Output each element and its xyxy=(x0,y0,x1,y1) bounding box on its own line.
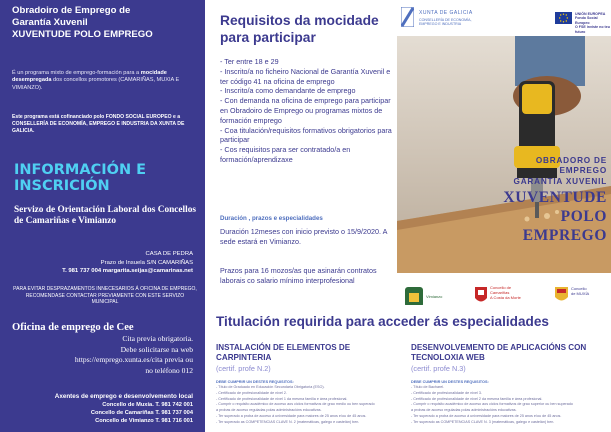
eu-logo-text xyxy=(575,12,611,34)
requirement-item: - Cos requisitos para ser contratado/a en formación/aprendizaxe xyxy=(220,145,351,164)
info-heading xyxy=(14,162,200,194)
specialty-req-item: - Certificado de profesionalidade de nivel 2. xyxy=(216,390,287,395)
requirements-column xyxy=(205,0,397,305)
requirements-title-line-2: para participar xyxy=(220,30,316,45)
vimianzo-logo-icon xyxy=(405,287,423,305)
specialty-req-item: - Certificado de profesionalidade de nivel 1 da mesma familia e área profesional. xyxy=(216,396,348,401)
muxia-line-1: Concello xyxy=(571,286,587,291)
program-intro xyxy=(12,70,198,92)
deadline-text: Prazos para 16 mozos/as que asinarán contratos laborais co salario mínimo interprofesional xyxy=(220,266,377,285)
specialty-req-item: - Título de Graduado en Educación Secundaria Obrigatoria (ESO). xyxy=(216,385,325,389)
requirement-item: - Coa titulación/requisitos formativos obrigatorios para participar xyxy=(220,125,392,145)
camarinas-logo-icon xyxy=(475,287,487,305)
xunta-logo xyxy=(419,10,519,27)
cover-subtitle-line-3: GARANTIA XUVENIL xyxy=(513,176,607,186)
local-agents-heading: Axentes de emprego e desenvolvemento local xyxy=(54,393,193,400)
specialty-cert: (certif. profe N.2) xyxy=(216,364,271,373)
requirement-item: - Inscrito/a no ficheiro Nacional de Garantía Xuvenil e ter código 41 na oficina de emprego xyxy=(220,66,391,86)
vimianzo-logo-label: Vimianzo xyxy=(426,294,443,299)
cee-line-2: Debe solicitarse na web xyxy=(120,344,193,354)
cover-main-line-2: POLO xyxy=(560,207,607,225)
funding-text-a: Este programa está cofinanciado polo xyxy=(12,114,106,120)
specialty-req-item: - Ter superado as COMPETENCIAS CLAVE N. 3 (matemáticas, galego e castelán) ben. xyxy=(411,419,555,424)
cee-office-info xyxy=(3,334,193,376)
intro-text-a: É un programa mixto de emprego-formación para a xyxy=(12,70,141,76)
cee-line-4: no teléfono 012 xyxy=(145,365,193,375)
specialty-req-list xyxy=(216,385,404,426)
intro-text-b: dos concellos promotores (CAMARIÑAS, MUXIA E VIMIANZO). xyxy=(12,77,180,91)
camarinas-line-3: A Costa da Morte xyxy=(490,294,521,300)
specialty-cert: (certif. profe N.3) xyxy=(411,364,466,373)
specialty-carpentry xyxy=(216,343,404,426)
address-line-1: CASA DE PEDRA xyxy=(145,251,193,257)
cover-main-line-1: XUVENTUDE xyxy=(503,188,607,206)
agent-camarinas: Concello de Camariñas T. 981 737 004 xyxy=(90,410,193,417)
eu-line-1: UNIÓN EUROPEA xyxy=(575,12,606,16)
xunta-dept-line-1: CONSELLERÍA DE ECONOMÍA, xyxy=(419,18,472,22)
funding-note xyxy=(12,114,198,134)
cover-subtitle-line-2: EMPREGO xyxy=(559,166,607,176)
specialty-req-item: - Cumprir o requisito académico de acceso aos ciclos formativos de grao superior ou ben superado xyxy=(411,402,573,407)
agent-vimianzo: Concello de Vimianzo T. 981 716 001 xyxy=(95,418,193,425)
cee-office-title: Oficina de emprego de Cee xyxy=(12,322,134,333)
cover-subtitle-line-1: OBRADORO DE xyxy=(535,156,607,165)
info-heading-line-1: INFORMACIÓN E xyxy=(14,162,147,178)
xunta-shield-icon xyxy=(401,7,414,27)
camarinas-line-2: Camariñas xyxy=(490,289,510,295)
agent-muxia: Concello de Muxía. T. 981 742 001 xyxy=(102,402,193,409)
qualifications-heading: Titulación requirida para acceder ás especialidades xyxy=(216,314,549,329)
specialty-req-item: - Ter superado a proba de acceso á universidade para maiores de 25 anos e/ou de 45 anos. xyxy=(216,413,367,418)
orientation-service: Servizo de Orientación Laboral dos Concellos de Camariñas e Vimianzo xyxy=(14,205,196,227)
specialty-req-heading: DEBE CUMPRIR UN DESTES REQUISITOS: xyxy=(411,380,489,384)
address-block xyxy=(7,250,193,276)
info-heading-line-2: INSCRICIÓN xyxy=(14,178,110,194)
requirements-title-line-1: Requisitos da mocidade xyxy=(220,13,379,28)
travel-warning: PARA EVITAR DESPRAZAMENTOS INNECESARIOS Á OFICINA DE EMPREGO, RECOMENDASE CONTACTAR PREVIAMENTE CON ESTE SERVIZO MUNICIPAL xyxy=(13,286,197,306)
program-title-line-1: Obradoiro de Emprego de xyxy=(12,5,131,16)
address-line-2: Prazo de Insuela S/N CAMARIÑAS xyxy=(100,259,193,266)
muxia-line-2: de MUXÍA xyxy=(571,290,590,296)
intro-bold: mocidade desempregada xyxy=(12,70,167,84)
xunta-name: XUNTA DE GALICIA xyxy=(419,10,473,16)
specialty-req-item: - Certificado de profesionalidade de nivel 3. xyxy=(411,390,482,395)
eu-line-2: Fondo Social Europeo xyxy=(575,16,598,25)
specialty-req-item: - Título de Bacharel. xyxy=(411,385,445,389)
duration-heading: Duración , prazos e especialidades xyxy=(220,215,323,222)
local-agents xyxy=(1,393,193,425)
specialty-req-item: - Ter superado a proba de acceso á universidade para maiores de 25 anos e/ou de 45 anos. xyxy=(411,413,562,418)
muxia-logo-label xyxy=(571,287,589,297)
specialty-title: DESENVOLVEMENTO DE APLICACIÓNS CON TECNOLOXIA WEB xyxy=(411,343,587,362)
specialty-title: INSTALACIÓN DE ELEMENTOS DE CARPINTERIA xyxy=(216,343,351,362)
requirement-item: - Con demanda na oficina de emprego para participar en Obradoiro de Emprego ou programas mixtos de formación emprego xyxy=(220,96,391,125)
program-title-line-3: XUVENTUDE POLO EMPREGO xyxy=(12,29,153,40)
muxia-logo-icon xyxy=(555,287,568,304)
cover-photo xyxy=(397,36,611,273)
duration-text: Duración 12meses con inicio previsto o 15/9/2020. A sede estará en Vimianzo. xyxy=(220,227,388,246)
specialty-req-item: - Ter superado as COMPETENCIAS CLAVE N. 2 (matemáticas, galego e castelán) ben. xyxy=(216,419,360,424)
cee-line-1: Cita previa obrigatoria. xyxy=(122,334,193,343)
program-title xyxy=(12,5,198,41)
camarinas-line-1: Concello de xyxy=(490,285,512,290)
eu-flag-icon xyxy=(555,12,572,24)
requirements-list xyxy=(220,57,392,165)
camarinas-logo-label xyxy=(490,286,521,300)
specialty-req-item: a probas de acceso reguladas polas administracións educativas. xyxy=(411,408,517,413)
cover-title xyxy=(457,156,607,244)
specialty-req-item: - Certificado de profesionalidade de nivel 2 da mesma familia e área profesional. xyxy=(411,396,543,401)
specialty-req-item: a probas de acceso reguladas polas administracións educativas. xyxy=(216,408,322,413)
sponsor-logos-top xyxy=(397,0,611,36)
requirements-title xyxy=(220,12,395,46)
requirement-item: - Inscrito/a como demandante de emprego xyxy=(220,86,356,96)
requirement-item: - Ter entre 18 e 29 xyxy=(220,57,279,66)
funding-text-bold: FONDO SOCIAL EUROPEO e a CONSELLERÍA DE ECONOMÍA, EMPREGO E INDUSTRIA DA XUNTA DE GALICIA. xyxy=(12,114,185,134)
municipality-logos xyxy=(397,273,611,305)
xunta-dept-line-2: EMPREGO E INDUSTRIA xyxy=(419,22,462,27)
address-contact[interactable]: T. 981 737 004 margarita.seijas@camarinas.net xyxy=(62,268,193,274)
program-title-line-2: Garantía Xuvenil xyxy=(12,17,88,28)
cee-web-link[interactable]: https://emprego.xunta.es/cita previa ou xyxy=(74,355,193,365)
cover-main-line-3: EMPREGO xyxy=(522,226,607,244)
specialty-req-item: - Cumprir o requisito académico de acceso aos ciclos formativos de grao medio ou ben superado xyxy=(216,402,375,407)
left-panel xyxy=(0,0,205,432)
eu-line-3: O FSE inviste no teu futuro xyxy=(575,25,610,34)
specialty-req-list xyxy=(411,385,607,426)
cover-column xyxy=(397,0,611,305)
specialty-web xyxy=(411,343,607,426)
xunta-department xyxy=(419,18,519,27)
specialty-req-heading: DEBE CUMPRIR UN DESTES REQUISITOS: xyxy=(216,380,294,384)
